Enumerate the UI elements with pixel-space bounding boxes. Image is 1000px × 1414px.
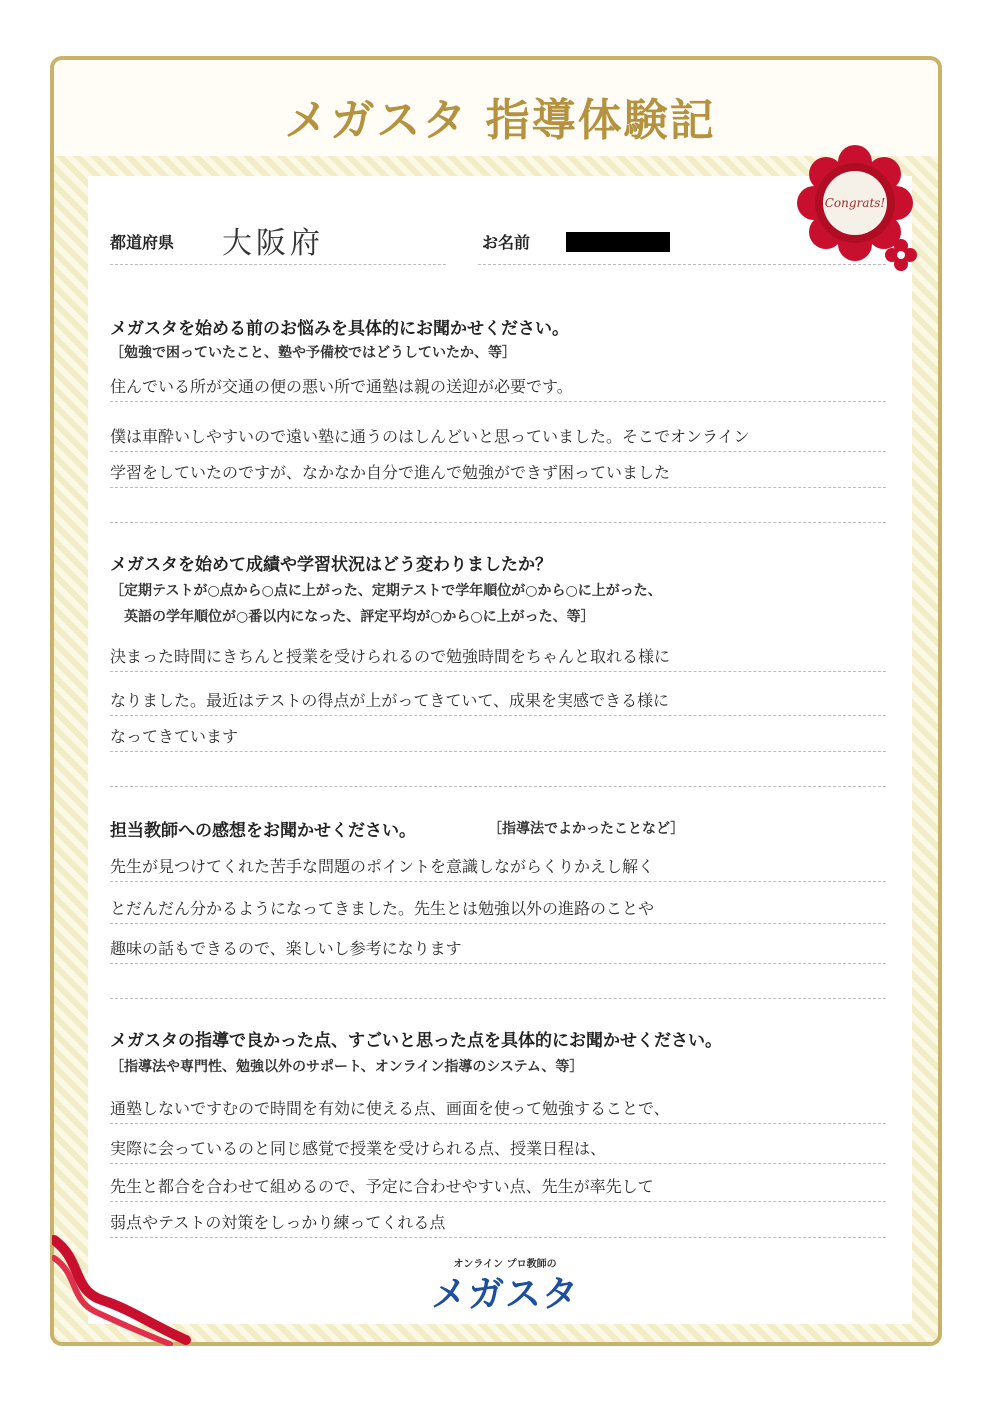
answer-2-blank-line xyxy=(110,786,886,787)
prefecture-label: 都道府県 xyxy=(110,233,175,252)
hint-2-line-1: ［定期テストが○点から○点に上がった、定期テストで学年順位が○から○に上がった、 xyxy=(110,583,662,599)
page-title: メガスタ 指導体験記 xyxy=(284,95,716,146)
answer-4-line-3: 先生と都合を合わせて組めるので、予定に合わせやすい点、先生が率先して xyxy=(110,1172,886,1202)
footer-tagline: オンライン プロ教師の xyxy=(453,1259,557,1270)
answer-3-blank-line xyxy=(110,998,886,999)
answer-3-line-1: 先生が見つけてくれた苦手な問題のポイントを意識しながらくりかえし解く xyxy=(110,852,886,882)
question-4: メガスタの指導で良かった点、すごいと思った点を具体的にお聞かせください。 xyxy=(110,1031,722,1051)
answer-1-blank-line xyxy=(110,522,886,523)
answer-2-line-1: 決まった時間にきちんと授業を受けられるので勉強時間をちゃんと取れる様に xyxy=(110,642,886,672)
answer-4-line-2: 実際に会っているのと同じ感覚で授業を受けられる点、授業日程は、 xyxy=(110,1134,886,1164)
hint-2-line-2: 英語の学年順位が○番以内になった、評定平均が○から○に上がった、等］ xyxy=(124,609,595,625)
answer-3-line-2: とだんだん分かるようになってきました。先生とは勉強以外の進路のことや xyxy=(110,894,886,924)
question-3: 担当教師への感想をお聞かせください。 xyxy=(110,821,416,841)
question-1: メガスタを始める前のお悩みを具体的にお聞かせください。 xyxy=(110,319,569,339)
badge-text: Congrats! xyxy=(824,196,886,210)
red-ribbon-icon xyxy=(52,1230,192,1346)
answer-4-line-1: 通塾しないですむので時間を有効に使える点、画面を使って勉強することで、 xyxy=(110,1094,886,1124)
name-underline xyxy=(478,264,886,265)
prefecture-value: 大阪府 xyxy=(222,226,324,261)
answer-3-line-3: 趣味の話もできるので、楽しいし参考になります xyxy=(110,934,886,964)
answer-1-line-1: 住んでいる所が交通の便の悪い所で通塾は親の送迎が必要です。 xyxy=(110,372,886,402)
answer-2-line-2: なりました。最近はテストの得点が上がってきていて、成果を実感できる様に xyxy=(110,686,886,716)
answer-4-line-4: 弱点やテストの対策をしっかり練ってくれる点 xyxy=(110,1208,886,1238)
question-2: メガスタを始めて成績や学習状況はどう変わりましたか？ xyxy=(110,555,552,575)
name-label: お名前 xyxy=(482,233,531,252)
answer-1-line-3: 学習をしていたのですが、なかなか自分で進んで勉強ができず困っていました xyxy=(110,458,886,488)
hint-1: ［勉強で困っていたこと、塾や予備校ではどうしていたか、等］ xyxy=(110,345,516,361)
hint-4: ［指導法や専門性、勉強以外のサポート、オンライン指導のシステム、等］ xyxy=(110,1059,584,1075)
footer-logo: メガスタ xyxy=(430,1274,579,1315)
prefecture-underline xyxy=(110,264,446,265)
small-flower-icon xyxy=(884,238,918,272)
hint-3: ［指導法でよかったことなど］ xyxy=(488,821,685,837)
answer-1-line-2: 僕は車酔いしやすいので遠い塾に通うのはしんどいと思っていました。そこでオンライン xyxy=(110,422,886,452)
name-redaction xyxy=(566,232,670,252)
answer-2-line-3: なってきています xyxy=(110,722,886,752)
